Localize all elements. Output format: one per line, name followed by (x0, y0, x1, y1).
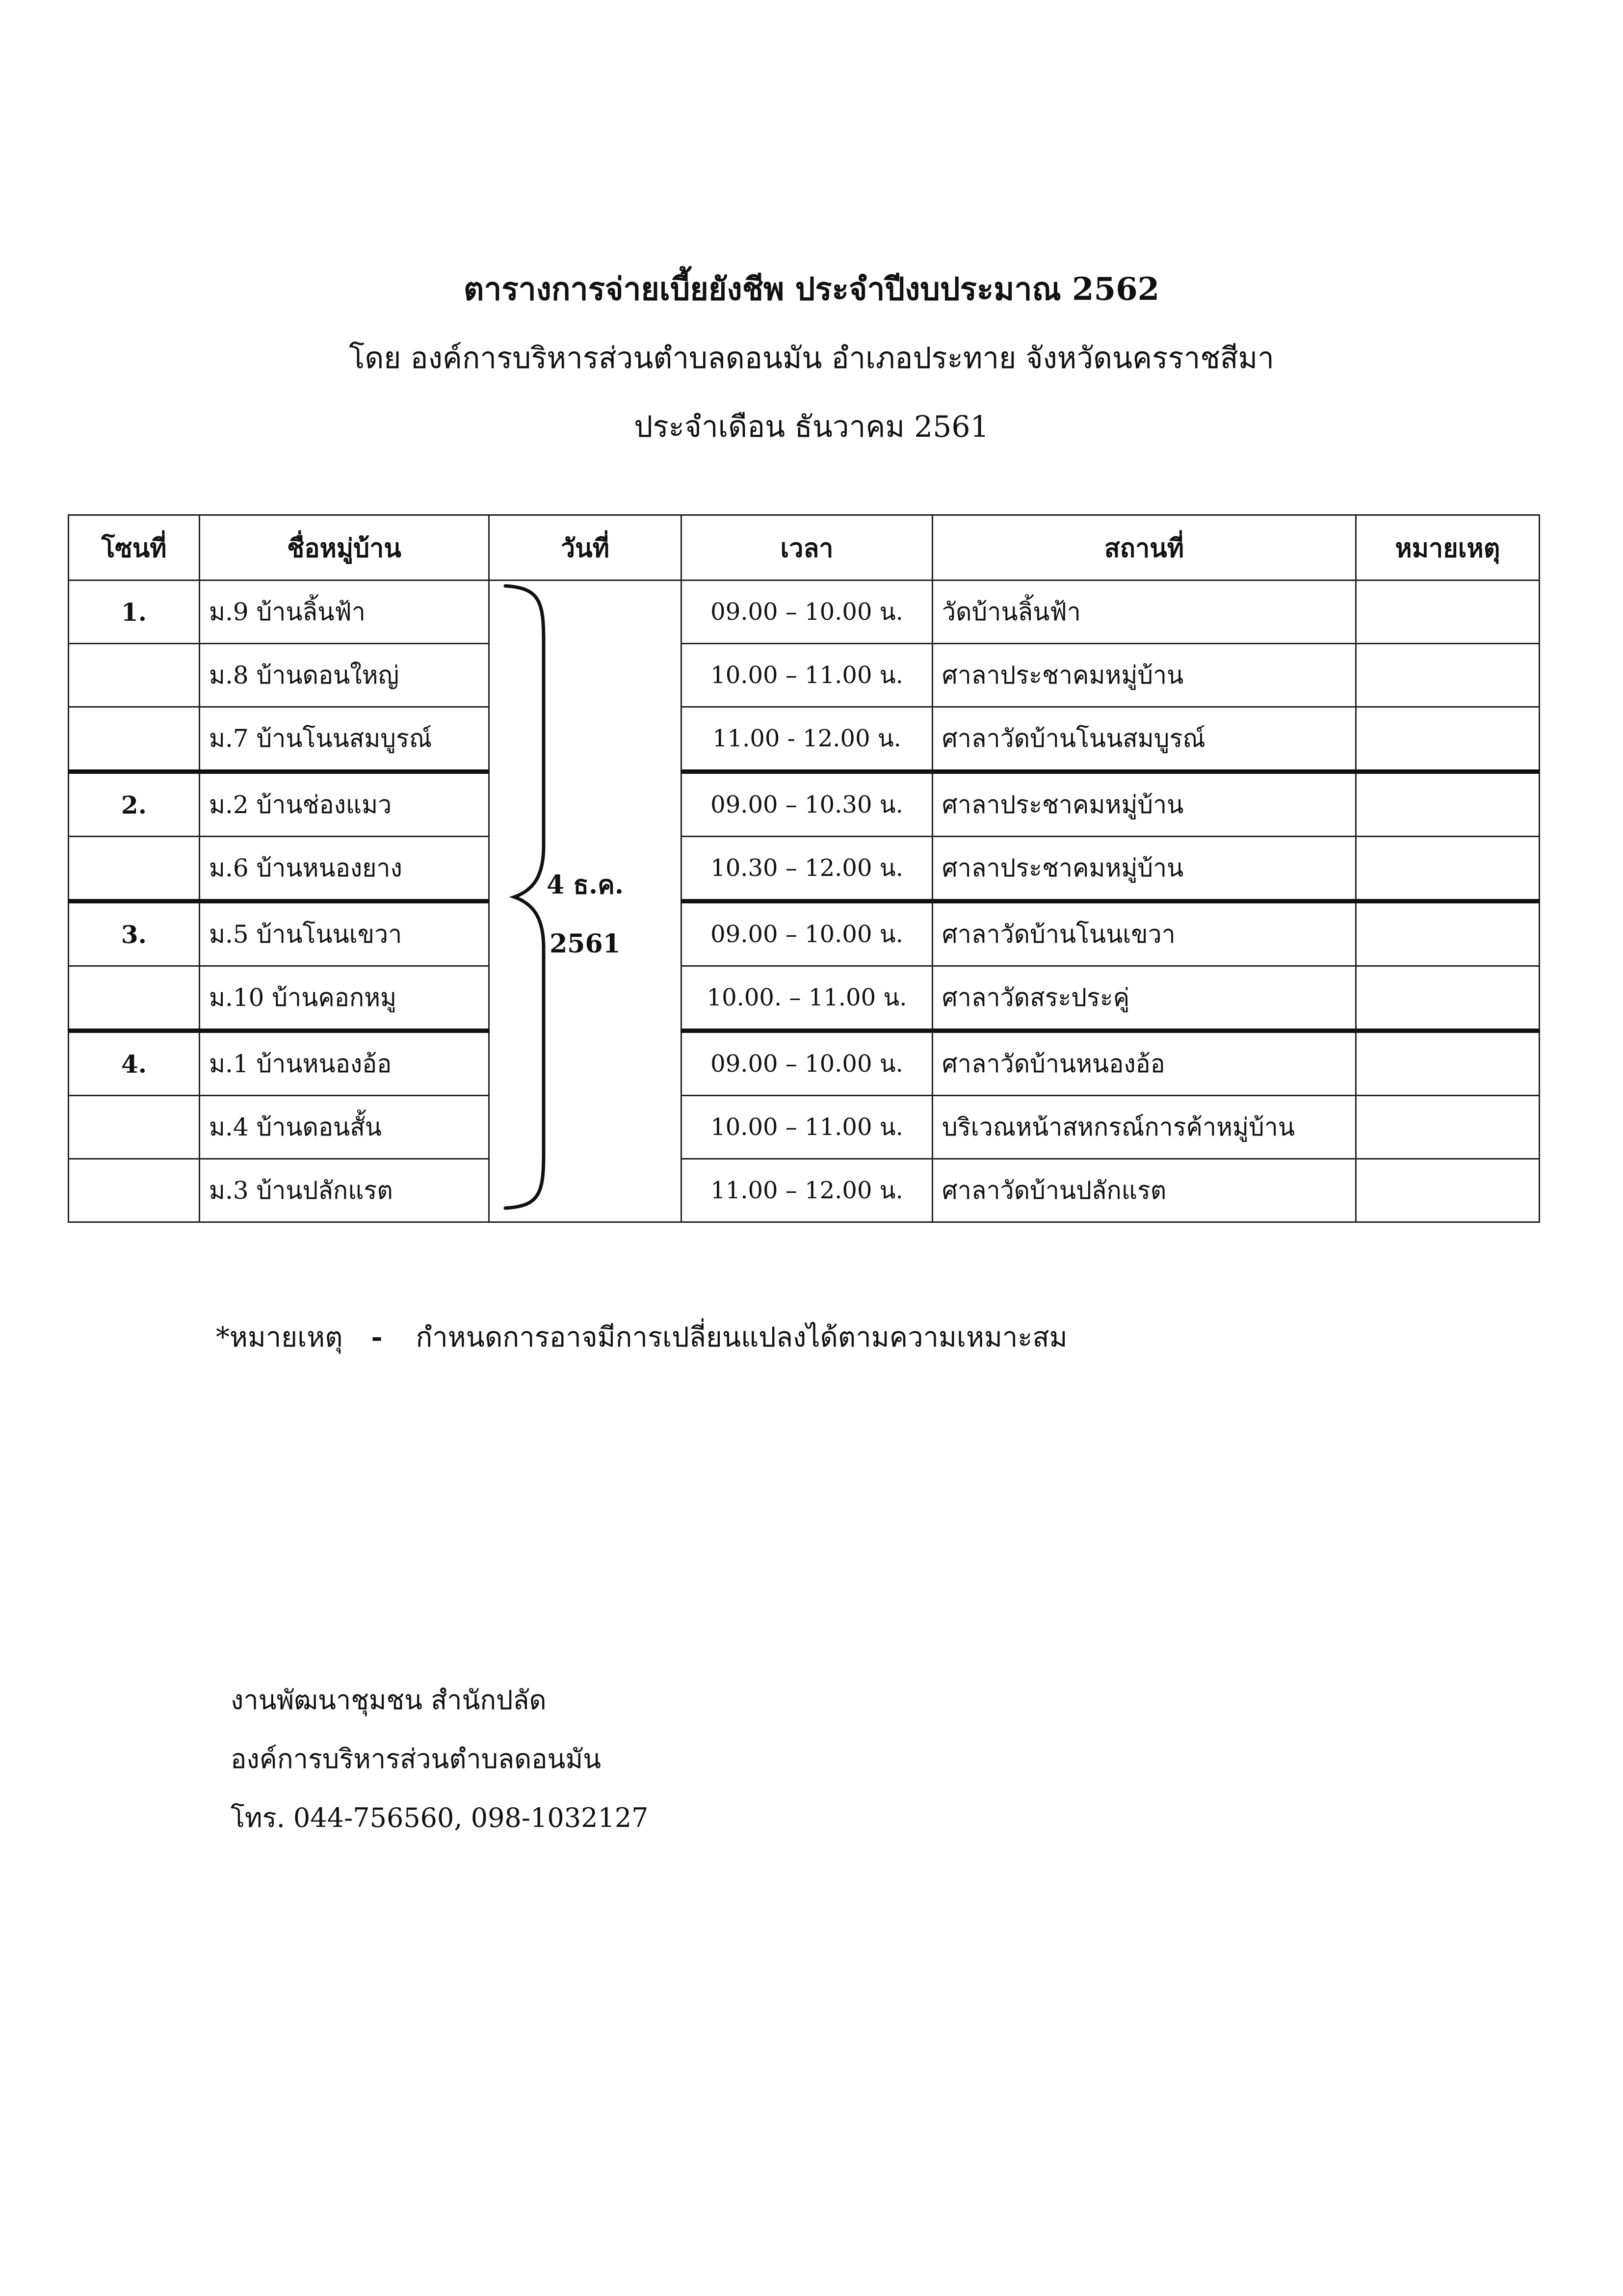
header-village: ชื่อหมู่บ้าน (200, 515, 489, 581)
schedule-table (68, 514, 1540, 1223)
place-cell: ศาลาประชาคมหมู่บ้าน (933, 644, 1356, 707)
village-cell: ม.4 บ้านดอนสั้น (200, 1096, 489, 1159)
remark-cell (1356, 1096, 1540, 1159)
village-cell: ม.3 บ้านปลักแรต (200, 1159, 489, 1222)
place-cell: ศาลาประชาคมหมู่บ้าน (933, 837, 1356, 901)
note-text: กำหนดการอาจมีการเปลี่ยนแปลงได้ตามความเหมาะสม (416, 1321, 1068, 1353)
table-row (69, 1031, 1540, 1096)
place-cell: ศาลาประชาคมหมู่บ้าน (933, 772, 1356, 837)
zone-cell (69, 966, 200, 1031)
place-cell: ศาลาวัดบ้านโนนเขวา (933, 901, 1356, 966)
table-row (69, 644, 1540, 707)
remark-cell (1356, 644, 1540, 707)
header-place: สถานที่ (933, 515, 1356, 581)
time-cell: 09.00 – 10.00 น. (681, 1031, 933, 1096)
time-cell: 11.00 – 12.00 น. (681, 1159, 933, 1222)
table-row (69, 581, 1540, 644)
village-cell: ม.7 บ้านโนนสมบูรณ์ (200, 707, 489, 772)
zone-cell: 4. (69, 1031, 200, 1096)
remark-cell (1356, 966, 1540, 1031)
zone-cell (69, 1096, 200, 1159)
place-cell: ศาลาวัดบ้านปลักแรต (933, 1159, 1356, 1222)
header-time: เวลา (681, 515, 933, 581)
document-title: ตารางการจ่ายเบี้ยยังชีพ ประจำปีงบประมาณ 2562 (463, 271, 1160, 308)
zone-cell: 2. (69, 772, 200, 837)
zone-cell: 1. (69, 581, 200, 644)
time-cell: 09.00 – 10.30 น. (681, 772, 933, 837)
table-row (69, 1096, 1540, 1159)
zone-cell (69, 1159, 200, 1222)
zone-cell: 3. (69, 901, 200, 966)
table-row (69, 966, 1540, 1031)
time-cell: 10.30 – 12.00 น. (681, 837, 933, 901)
date-cell (489, 581, 681, 1222)
remark-cell (1356, 837, 1540, 901)
remark-cell (1356, 1031, 1540, 1096)
document-subtitle: โดย องค์การบริหารส่วนตำบลดอนมัน อำเภอประทาย จังหวัดนครราชสีมา (349, 341, 1274, 375)
place-cell: วัดบ้านลิ้นฟ้า (933, 581, 1356, 644)
document-month: ประจำเดือน ธันวาคม 2561 (634, 410, 989, 444)
remark-cell (1356, 772, 1540, 837)
header-remark: หมายเหตุ (1356, 515, 1540, 581)
table-row (69, 772, 1540, 837)
date-line-2: 2561 (550, 929, 621, 959)
time-cell: 10.00 – 11.00 น. (681, 644, 933, 707)
village-cell: ม.5 บ้านโนนเขวา (200, 901, 489, 966)
schedule-table-wrap (68, 514, 1539, 1210)
time-cell: 09.00 – 10.00 น. (681, 901, 933, 966)
place-cell: ศาลาวัดบ้านโนนสมบูรณ์ (933, 707, 1356, 772)
note-dash: - (371, 1321, 383, 1353)
remark-cell (1356, 1159, 1540, 1222)
footer-organization: องค์การบริหารส่วนตำบลดอนมัน (231, 1743, 602, 1774)
place-cell: ศาลาวัดสระประคู่ (933, 966, 1356, 1031)
zone-cell (69, 707, 200, 772)
table-row (69, 901, 1540, 966)
table-row (69, 1159, 1540, 1222)
village-cell: ม.10 บ้านคอกหมู (200, 966, 489, 1031)
time-cell: 09.00 – 10.00 น. (681, 581, 933, 644)
village-cell: ม.6 บ้านหนองยาง (200, 837, 489, 901)
village-cell: ม.1 บ้านหนองอ้อ (200, 1031, 489, 1096)
zone-cell (69, 644, 200, 707)
zone-cell (69, 837, 200, 901)
remark-cell (1356, 581, 1540, 644)
footer-department: งานพัฒนาชุมชน สำนักปลัด (231, 1685, 547, 1715)
note-label: *หมายเหตุ (216, 1321, 343, 1353)
village-cell: ม.9 บ้านลิ้นฟ้า (200, 581, 489, 644)
header-date: วันที่ (489, 515, 681, 581)
place-cell: ศาลาวัดบ้านหนองอ้อ (933, 1031, 1356, 1096)
remark-note (216, 1315, 1067, 1360)
table-header-row (69, 515, 1540, 581)
village-cell: ม.2 บ้านช่องแมว (200, 772, 489, 837)
remark-cell (1356, 707, 1540, 772)
date-text (490, 856, 681, 974)
time-cell: 10.00. – 11.00 น. (681, 966, 933, 1031)
date-line-1: 4 ธ.ค. (546, 870, 624, 900)
village-cell: ม.8 บ้านดอนใหญ่ (200, 644, 489, 707)
table-row (69, 707, 1540, 772)
table-row (69, 837, 1540, 901)
footer-phone: โทร. 044-756560, 098-1032127 (231, 1802, 649, 1833)
time-cell: 10.00 – 11.00 น. (681, 1096, 933, 1159)
place-cell: บริเวณหน้าสหกรณ์การค้าหมู่บ้าน (933, 1096, 1356, 1159)
remark-cell (1356, 901, 1540, 966)
header-zone: โซนที่ (69, 515, 200, 581)
time-cell: 11.00 - 12.00 น. (681, 707, 933, 772)
